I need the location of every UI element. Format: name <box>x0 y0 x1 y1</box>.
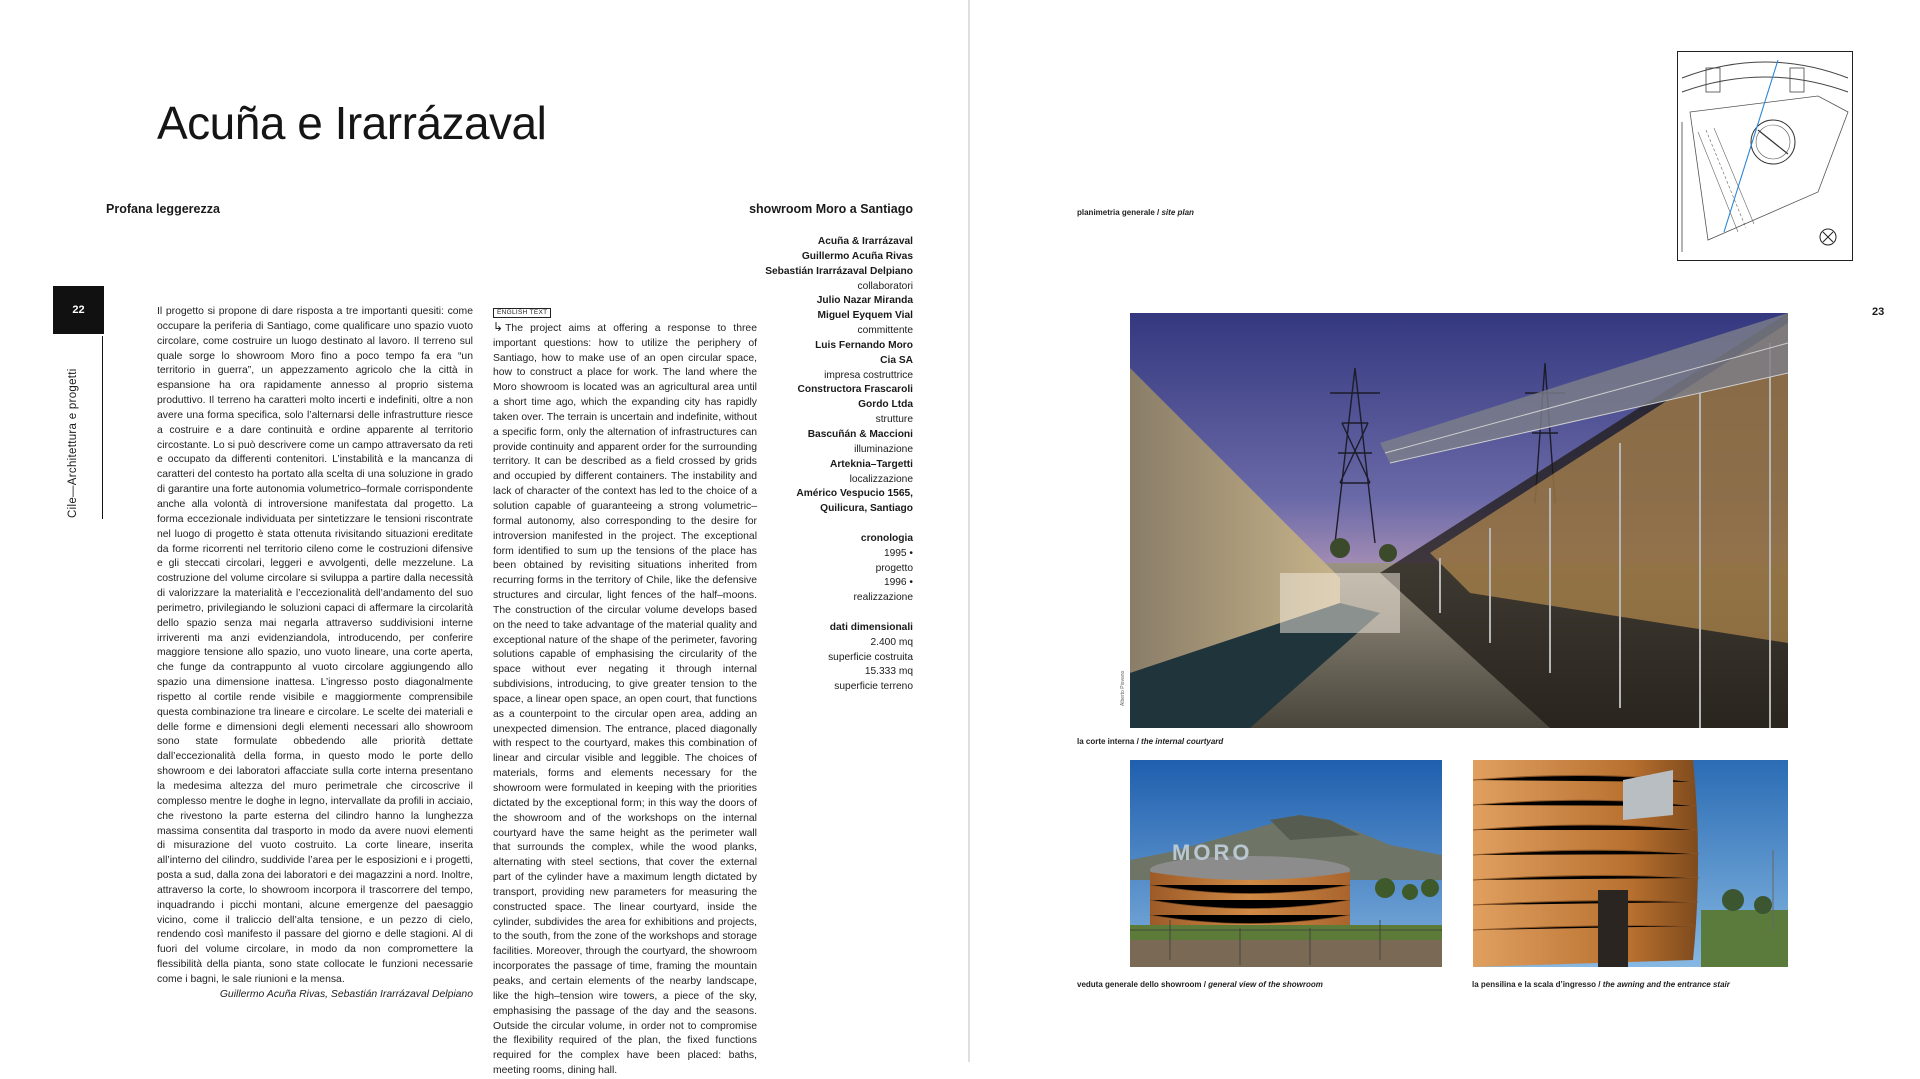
credit-line: superficie costruita <box>828 651 913 663</box>
page-title: Acuña e Irarrázaval <box>157 97 547 149</box>
credit-line: Guillermo Acuña Rivas <box>801 250 913 262</box>
project-credits <box>713 235 913 695</box>
credit-line: 1995 • <box>883 547 913 559</box>
photo-awning-entrance <box>1473 760 1788 967</box>
credit-line: 15.333 mq <box>864 666 913 678</box>
credit-line: Américo Vespucio 1565, <box>796 488 913 500</box>
credit-line: 1996 • <box>883 577 913 589</box>
credit-line: Sebastián Irarrázaval Delpiano <box>765 265 913 277</box>
site-plan-drawing <box>1677 51 1853 261</box>
page-number-left: 22 <box>53 286 104 334</box>
project-title: showroom Moro a Santiago <box>749 202 913 216</box>
credit-line: Quilicura, Santiago <box>820 503 913 515</box>
credit-line: Constructora Frascaroli <box>797 384 913 396</box>
credit-line: Miguel Eyquem Vial <box>817 310 913 322</box>
italian-text-column <box>157 305 473 1003</box>
credit-line: committente <box>857 325 913 337</box>
credit-line: 2.400 mq <box>870 636 913 648</box>
credit-line: Acuña & Irarrázaval <box>817 236 913 247</box>
credit-line: superficie terreno <box>834 681 913 693</box>
section-rule <box>102 336 103 519</box>
credit-line: dati dimensionali <box>829 621 913 633</box>
credit-line: Gordo Ltda <box>858 399 913 411</box>
page-number-right: 23 <box>1872 306 1885 318</box>
credit-line: strutture <box>875 414 913 426</box>
moro-sign: MORO <box>1172 840 1253 865</box>
arrow-icon: ↳ <box>493 319 504 334</box>
photo-internal-courtyard <box>1130 313 1788 728</box>
credit-line: collaboratori <box>857 280 913 292</box>
caption-internal-courtyard: la corte interna / the internal courtyard <box>1077 737 1224 746</box>
english-body: The project aims at offering a response to three important questions: how to utilize the periphery of Santiago, how to make use of an open circular space, how to construct a place for work. The land where the Moro showroom is located was an agricultural area until a short time ago, which the expanding city has rapidly taken over. The terrain is uncertain and indefinite, without a specific form, only the alternation of infrastructures can provide continuity and apparent order for the surrounding territory. It can be described as a field crossed by grids and occupied by different containers. The instability and lack of character of the context has led to the choice of a solution capable of guaranteeing a strong volumetric–formal autonomy, also corresponding to the desire for introversion manifested in the project. The exceptional form identified to sum up the tensions of the place has been obtained by revisiting situations inherited from recurring forms in the territory of Chile, like the defensive structures and circular, light fences of the half–moons. The construction of the circular volume develops based on the need to take advantage of the material quality and exceptional nature of the shape of the perimeter, favoring solutions capable of emphasising the circularity of the space without ever negating it through internal subdivisions, introducing, to give greater tension to the space, a linear open space, an open court, that functions as a counterpoint to the circular open area, adding an unexpected dimension. The entrance, placed diagonally with respect to the courtyard, makes this combination of linear and circular visible and leggible. The choices of materials, forms and elements necessary for the showroom were formulated in keeping with the priorities dictated by the exceptional form; in this way the doors of the showroom and of the workshops on the internal courtyard have the same height as the perimeter wall that surrounds the complex, while the wood planks, alternating with steel sections, that cover the external part of the cylinder have a maximum length dictated by transport, providing new parameters for measuring the constructed space. The linear courtyard, inside the cylinder, subdivides the area for exhibitions and projects, to the south, from the zone of the workshops and storage facilities. Moreover, through the courtyard, the showroom incorporates the passage of time, framing the mountain peaks, and certain elements of the nearby landscape, like the high–tension wire towers, a piece of the sky, emphasising the passage of the day and the seasons. Outside the circular volume, in order not to compromise the flexibility required of the plan, the fixed functions required for the complex have been placed: baths, meeting rooms, dining hall. <box>493 322 757 1077</box>
english-text-tag: ENGLISH TEXT <box>493 308 551 318</box>
italian-body: Il progetto si propone di dare risposta a tre importanti quesiti: come occupare la periferia di Santiago, come qualificare uno spazio vuoto circolare, come costruire un luogo destinato al lavoro. Il terreno sul quale sorge lo showroom Moro fino a poco tempo fa era “un territorio in guerra”, un appezzamento agricolo che la città in espansione ha ora rapidamente annesso al proprio sistema produttivo. Il terreno ha caratteri molto incerti e indefiniti, oltre a non avere una forma specifica, solo l’alternarsi delle infrastrutture riesce a costruire e a dare continuità e ordine apparente al territorio circostante. Lo si può descrivere come un campo attraversato da reti e occupato da differenti contenitori. L’instabilità e la mancanza di caratteri del contesto ha portato alla scelta di una soluzione in grado di garantire una forte autonomia volumetrico–formale corrispondente anche alla volontà di introversione manifestata dal progetto. La forma eccezionale individuata per sintetizzare le tensioni riscontrate nel luogo di progetto è stata ottenuta rivisitando situazioni ereditate da forme ricorrenti nel territorio cileno come le costruzioni difensive e gli steccati circolari, leggeri e avvolgenti, delle mezzelune. La costruzione del volume circolare si sviluppa a partire dalla necessità di valorizzare la materialità e l’eccezionalità dell’andamento del suo perimetro, privilegiando le soluzioni capaci di affermare la circolarità dello spazio senza mai negarla attraverso suddivisioni interne irriverenti ma anzi evidenziandola, introducendo, per conferire maggiore tensione allo spazio, uno vuoto lineare, una corte aperta, che funge da contrappunto al vuoto circolare aggiungendo allo spazio una dimensione inattesa. L’ingresso posto diagonalmente rispetto al cortile rende visibile e maggiormente comprensibile questa combinazione tra lineare e circolare. Le scelte dei materiali e delle forme e dimensioni degli elementi necessari allo showroom sono state formulate obbedendo alle priorità dettate dall’eccezionalità della forma, in questo modo le porte dello showroom e dei laboratori affacciate sulla corte interna presentano la medesima altezza del muro perimetrale che circoscrive il complesso mentre le doghe in legno, intervallate da profili in acciaio, che rivestono la parte esterna del cilindro hanno la lunghezza massima consentita dal trasporto in modo da avere nuovi elementi di misurazione del vuoto costruito. La corte lineare, inserita all’interno del cilindro, suddivide l’area per le esposizioni e i progetti, posta a sud, dalla zona dei laboratori e dei magazzini a nord. Inoltre, attraverso la corte, lo showroom incorpora il trascorrere del tempo, inquadrando i picchi montani, alcune emergenze del paesaggio vicino, come il traliccio dell’alta tensione, e un pezzo di cielo, rendendo così manifesto il passare del giorno e delle stagioni. Al di fuori del volume circolare, in modo da non compromettere la flessibilità della pianta, sono state collocate le funzioni necessarie come i bagni, le sale riunioni e la mensa. <box>157 306 473 985</box>
credit-line: realizzazione <box>853 592 913 604</box>
credit-line: localizzazione <box>849 473 913 485</box>
section-label: Cile—Architettura e progetti <box>67 368 79 518</box>
credit-line: cronologia <box>860 532 913 544</box>
credit-gap <box>713 606 913 621</box>
credit-line: Arteknia–Targetti <box>829 458 913 470</box>
photo-credit: Alberto Piovano <box>1120 670 1126 706</box>
credit-line: Luis Fernando Moro <box>815 339 913 351</box>
credit-line: progetto <box>875 562 913 574</box>
caption-awning-entrance: la pensilina e la scala d’ingresso / the awning and the entrance stair <box>1472 980 1730 989</box>
credit-line: Julio Nazar Miranda <box>816 295 913 307</box>
caption-general-view: veduta generale dello showroom / general view of the showroom <box>1077 980 1323 989</box>
site-plan-caption: planimetria generale / site plan <box>1077 208 1194 217</box>
credit-line: Cia SA <box>880 354 913 366</box>
spread-gutter <box>968 0 970 1062</box>
credit-gap <box>713 517 913 532</box>
article-subtitle: Profana leggerezza <box>106 202 220 216</box>
credit-line: impresa costruttrice <box>824 369 913 381</box>
credit-line: Bascuñán & Maccioni <box>807 428 913 440</box>
photo-general-view <box>1130 760 1442 967</box>
credit-line: illuminazione <box>854 443 913 455</box>
author-signature: Guillermo Acuña Rivas, Sebastián Irarrázaval Delpiano <box>219 988 473 1000</box>
